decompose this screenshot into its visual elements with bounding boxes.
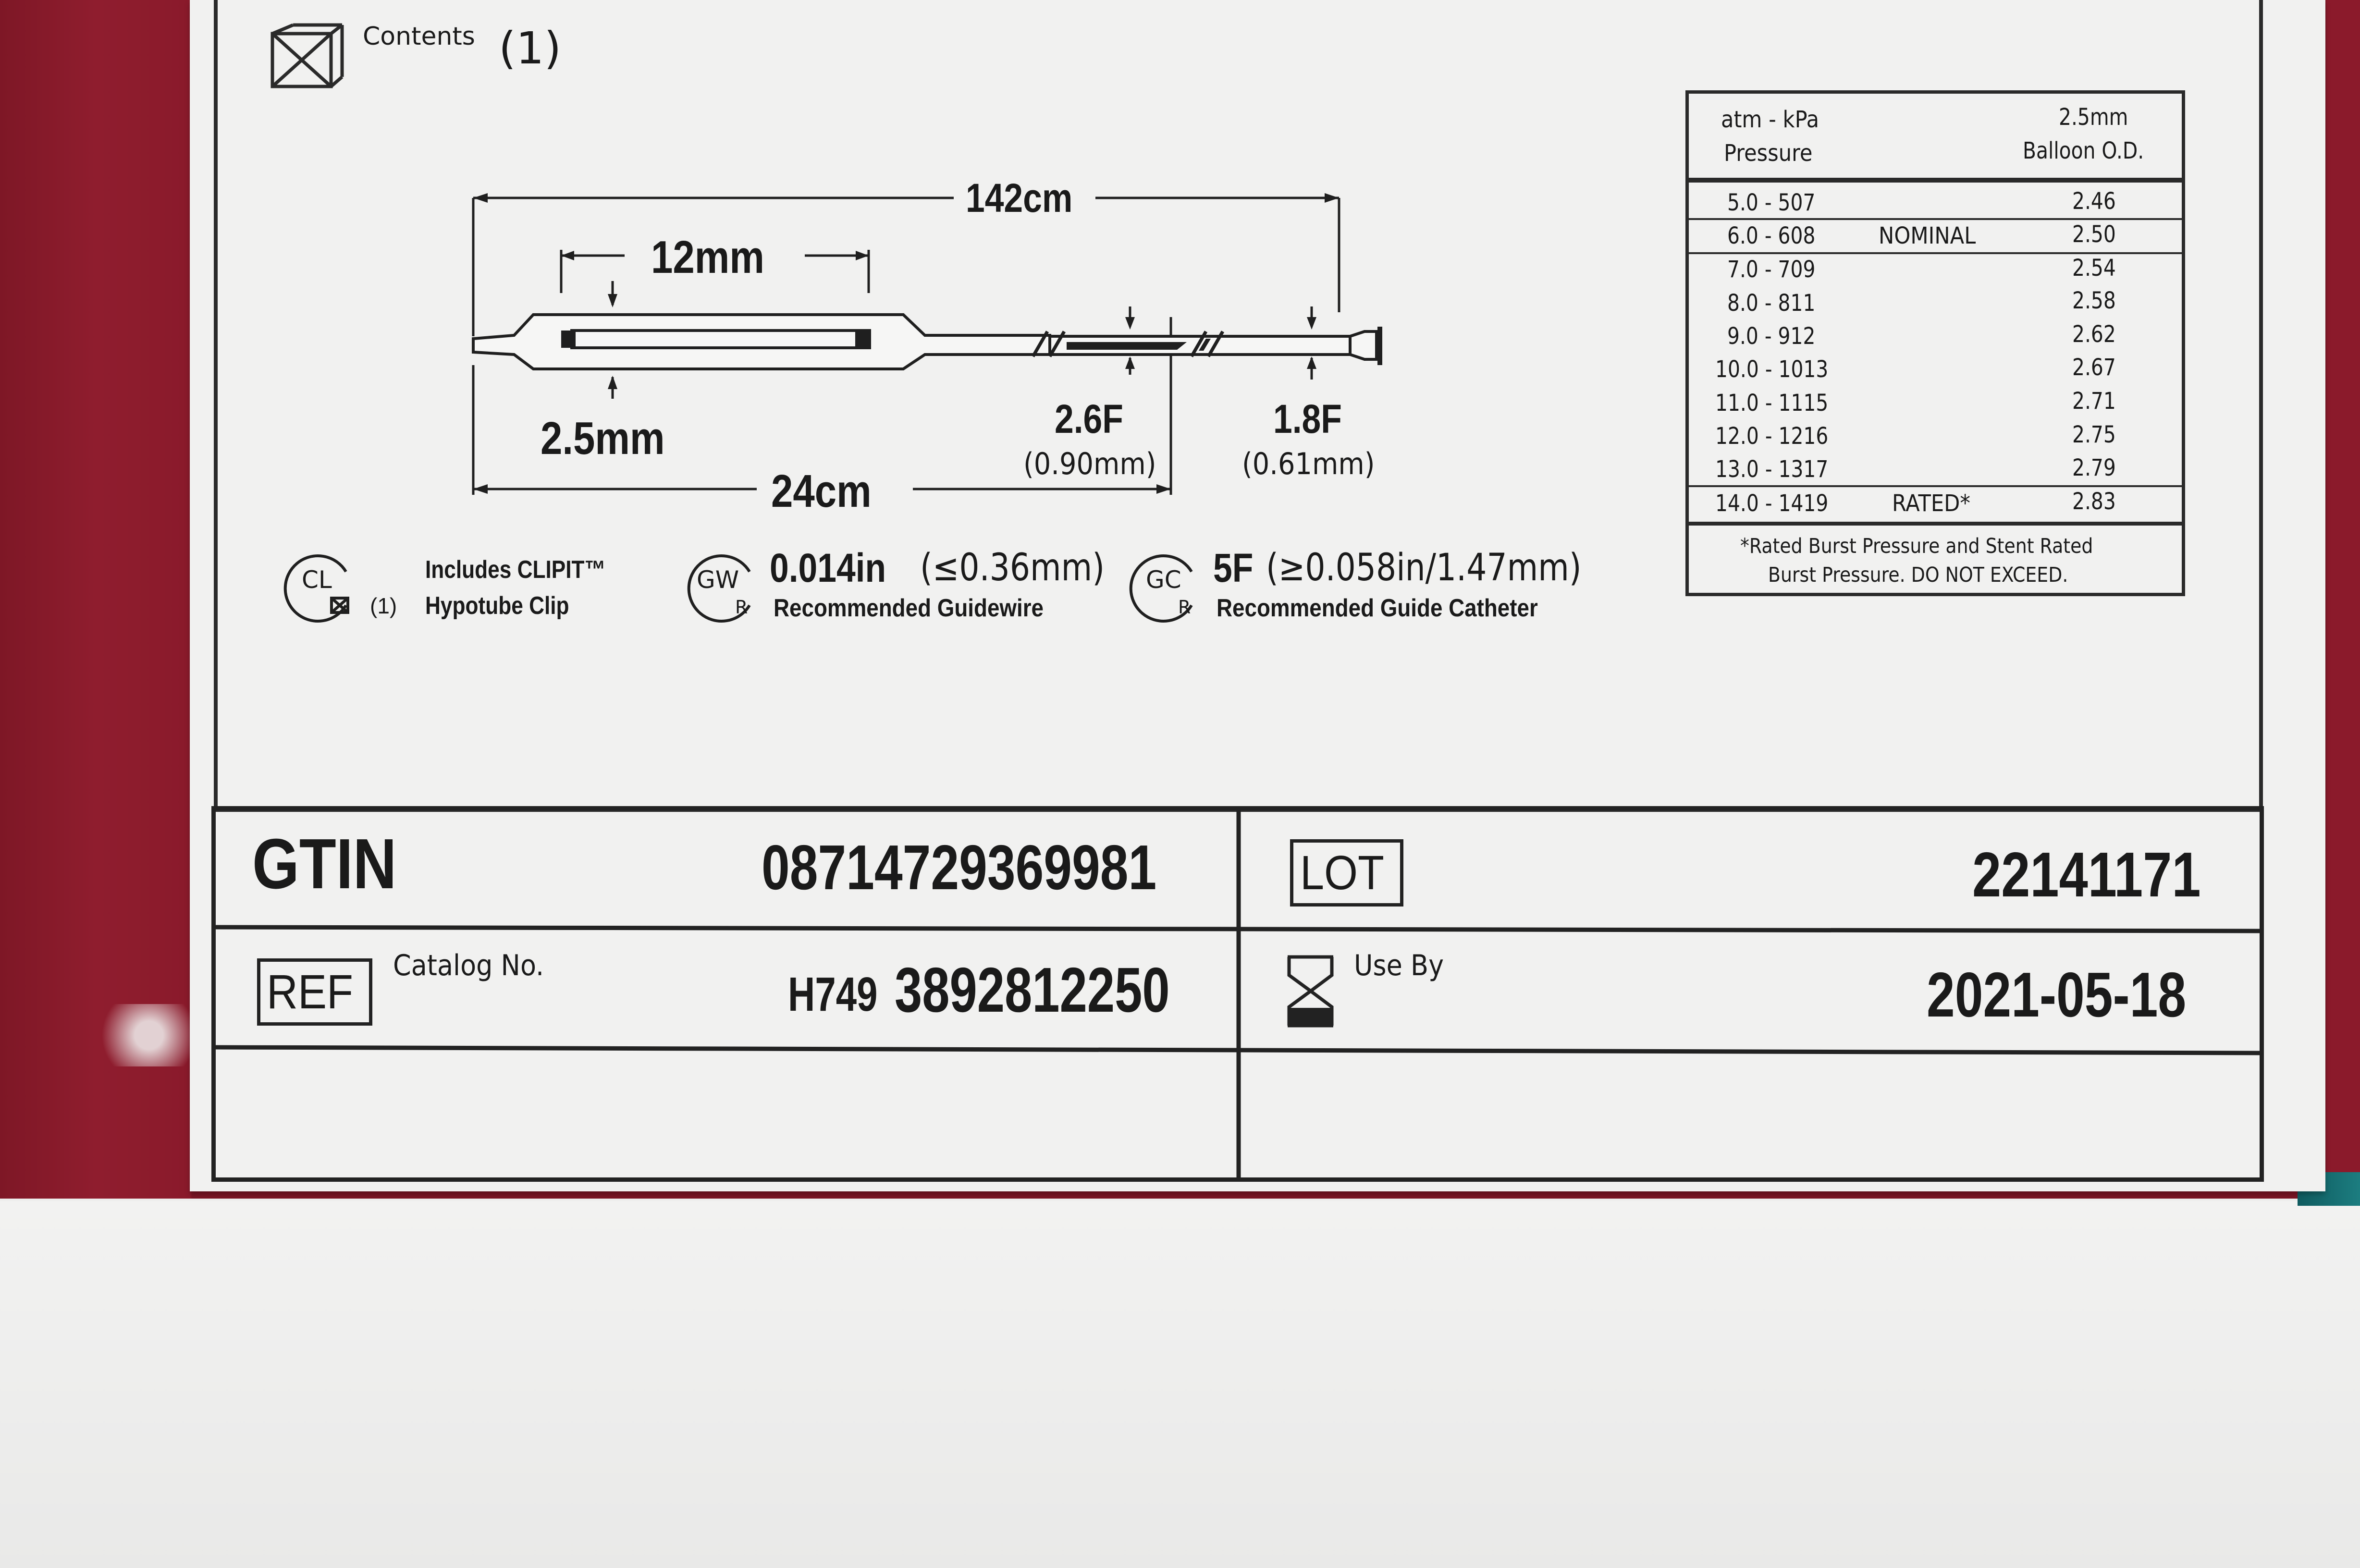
catheter-sub: R <box>1178 597 1191 618</box>
ref-label: REF <box>267 965 353 1019</box>
table-col1-header-1: atm - kPa <box>1721 106 1819 133</box>
gtin-label: GTIN <box>252 824 397 904</box>
catheter-symbol: GC <box>1146 566 1181 594</box>
guidewire-symbol: GW <box>697 566 739 594</box>
catalog-label: Catalog No. <box>393 949 544 982</box>
contents-qty: (1) <box>499 23 562 74</box>
guidewire-value: 0.014in <box>770 545 886 590</box>
table-row-pressure: 14.0 - 1419 <box>1715 490 1829 517</box>
catheter-value: 5F <box>1213 545 1254 590</box>
ref-symbol <box>257 958 372 1026</box>
table-footnote-1: *Rated Burst Pressure and Stent Rated <box>1740 534 2093 558</box>
table-row-pressure: 5.0 - 507 <box>1727 189 1816 216</box>
lot-symbol <box>1290 839 1403 906</box>
table-row-pressure: 12.0 - 1216 <box>1715 423 1829 450</box>
table-row-pressure: 6.0 - 608 <box>1727 222 1816 249</box>
table-row-od: 2.62 <box>2072 321 2116 348</box>
table-row-od: 2.75 <box>2072 421 2116 448</box>
table-row-pressure: 9.0 - 912 <box>1727 323 1816 350</box>
dim-balloon-diameter: 2.5mm <box>541 413 665 464</box>
contents-label: Contents <box>363 22 475 51</box>
table-row-pressure: 7.0 - 709 <box>1727 256 1816 283</box>
table-row-note: RATED* <box>1892 490 1971 517</box>
table-row-od: 2.79 <box>2072 454 2116 481</box>
table-col1-header-2: Pressure <box>1724 140 1813 167</box>
table-row-od: 2.71 <box>2072 388 2116 415</box>
table-row-od: 2.58 <box>2072 287 2116 314</box>
dim-proximal-shaft-mm: (0.90mm) <box>1023 446 1156 481</box>
gtin-value: 08714729369981 <box>762 832 1157 903</box>
table-col2-header-2: Balloon O.D. <box>2023 137 2144 164</box>
dim-proximal-shaft: 2.6F <box>1055 396 1123 441</box>
table-row-od: 2.54 <box>2072 255 2116 282</box>
dim-shaft-length: 24cm <box>771 466 872 517</box>
guidewire-sub: R <box>735 597 748 618</box>
use-by-label: Use By <box>1354 949 1444 982</box>
guidewire-paren: (≤0.36mm) <box>920 546 1105 589</box>
clip-line2: Hypotube Clip <box>425 592 569 620</box>
clip-qty: (1) <box>370 593 397 618</box>
catalog-number: 3892812250 <box>895 955 1170 1025</box>
clip-symbol: CL <box>302 566 332 594</box>
lot-label: LOT <box>1300 845 1384 900</box>
table-row-od: 2.50 <box>2072 221 2116 248</box>
catheter-paren: (≥0.058in/1.47mm) <box>1266 546 1582 589</box>
dim-total-length: 142cm <box>966 175 1073 220</box>
table-col2-header-1: 2.5mm <box>2059 104 2128 131</box>
lot-value: 22141171 <box>1972 839 2201 910</box>
dim-distal-shaft: 1.8F <box>1273 396 1342 441</box>
table-row-pressure: 8.0 - 811 <box>1727 290 1816 317</box>
clip-line1: Includes CLIPIT™ <box>425 556 606 584</box>
use-by-value: 2021-05-18 <box>1927 959 2187 1030</box>
table-row-od: 2.67 <box>2072 354 2116 381</box>
table-row-od: 2.46 <box>2072 188 2116 215</box>
catheter-caption: Recommended Guide Catheter <box>1217 594 1538 622</box>
table-row-pressure: 11.0 - 1115 <box>1715 390 1829 416</box>
table-row-od: 2.83 <box>2072 488 2116 515</box>
table-row-pressure: 10.0 - 1013 <box>1715 356 1829 383</box>
catalog-prefix: H749 <box>788 968 878 1021</box>
dim-distal-shaft-mm: (0.61mm) <box>1242 446 1375 481</box>
dim-balloon-length: 12mm <box>651 232 764 283</box>
guidewire-caption: Recommended Guidewire <box>774 594 1044 622</box>
table-row-pressure: 13.0 - 1317 <box>1715 456 1829 483</box>
table-footnote-2: Burst Pressure. DO NOT EXCEED. <box>1768 563 2068 587</box>
table-row-note: NOMINAL <box>1879 222 1976 249</box>
